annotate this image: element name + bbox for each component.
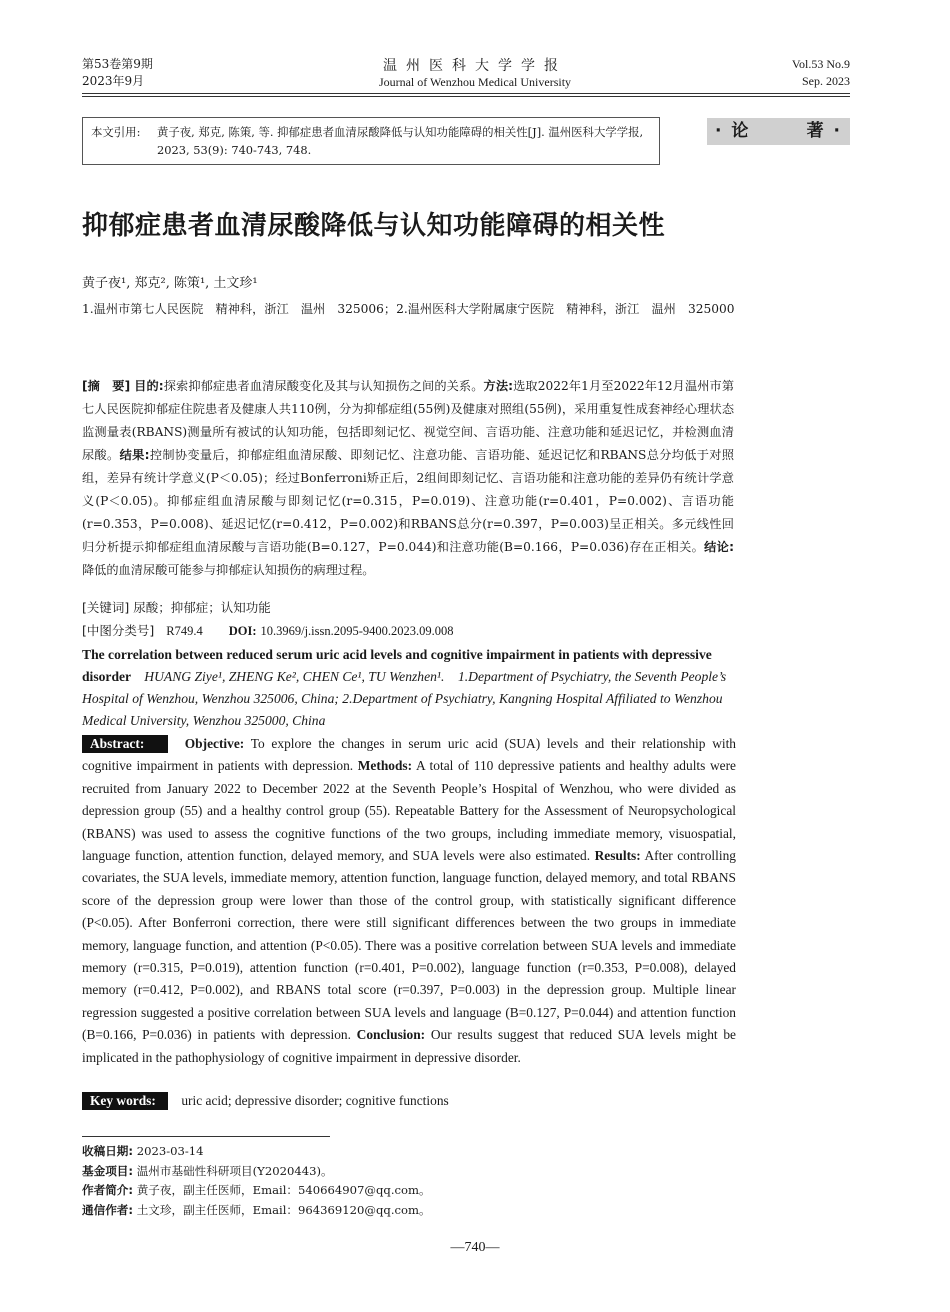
doi-label: DOI: [228, 624, 257, 638]
cn-results-label: 结果: [119, 448, 150, 462]
column-tag-right: 著 · [806, 121, 842, 141]
author-text: 黄子夜，副主任医师，Email：540664907@qq.com。 [136, 1183, 431, 1197]
en-conclusion-label: Conclusion: [356, 1027, 426, 1043]
header-rule [82, 93, 850, 94]
received-date: 2023-03-14 [136, 1144, 204, 1158]
cn-objective: 探索抑郁症患者血清尿酸变化及其与认知损伤之间的关系。 [163, 379, 484, 393]
cn-keywords [82, 598, 271, 616]
cn-conclusion-label: 结论: [704, 540, 734, 554]
cn-conclusion: 降低的血清尿酸可能参与抑郁症认知损伤的病理过程。 [82, 563, 375, 577]
en-methods: A total of 110 depressive patients and healthy adults were recruited from January 2022 to December 2022 at the Seventh People’s Hospital of Wenzhou, who were divided as depression group (55) and a healthy control group (55). Repeatable Battery for the Assessment of Neuropsychological (RBANS) was used to assess the cognitive functions of the two groups, including immediate memory, visuospatial, language function, attention function, delayed memory, and SUA levels were also estimated. [82, 758, 736, 864]
en-results-label: Results: [594, 848, 641, 864]
classification-label: [中图分类号] [82, 623, 155, 638]
en-abstract-label: Abstract: [82, 735, 168, 753]
en-methods-label: Methods: [357, 758, 413, 774]
footnote-corr [82, 1201, 431, 1221]
classification-code: R749.4 [166, 624, 203, 638]
page-title: 抑郁症患者血清尿酸降低与认知功能障碍的相关性 [82, 211, 666, 241]
authors: 黄子夜¹, 郑克², 陈策¹, 土文珍¹ [82, 276, 258, 291]
issue-date-en: Sep. 2023 [802, 74, 850, 88]
en-keywords [82, 1090, 736, 1112]
cn-methods: 选取2022年1月至2022年12月温州市第七人民医院抑郁症住院患者及健康人共110例，分为抑郁症组(55例)及健康对照组(55例)，采用重复性成套神经心理状态监测量表(RBANS)测量所有被试的认知功能，包括即刻记忆、视觉空间、言语功能、注意功能和延迟记忆，并检测血清尿酸。 [82, 379, 735, 462]
classification-line [82, 621, 454, 639]
citation-label: 本文引用: [91, 125, 141, 139]
citation-text: 黄子夜, 郑克, 陈策, 等. 抑郁症患者血清尿酸降低与认知功能障碍的相关性[J]. 温州医科大学学报, 2023, 53(9): 740-743, 748. [157, 125, 644, 157]
header-rule-2 [82, 96, 850, 97]
en-title-text: The correlation between reduced serum uric acid levels and cognitive impairment in patients with depressive disorder [82, 647, 712, 684]
en-results: After controlling covariates, the SUA levels, immediate memory, attention function, language function, delayed memory, and total RBANS score of the depression group were lower than those of the control group, with statistically significant difference (P<0.05). After Bonferroni correction, there were still significant differences between the two groups in immediate memory, language function, and attention (P<0.05). There was a positive correlation between SUA levels and immediate memory (r=0.315, P=0.019), attention function (r=0.401, P=0.002), language function (r=0.353, P=0.008), delayed memory (r=0.412, P=0.002), and RBANS total score (r=0.397, P=0.003) in the depression group. Multiple linear regression suggested a positive correlation between SUA levels and language (B=0.127, P=0.044) and attention function (B=0.166, P=0.036) in patients with depression. [82, 848, 736, 1043]
en-keywords-text: uric acid; depressive disorder; cognitive functions [181, 1093, 449, 1108]
issue-info [82, 56, 153, 90]
journal-name-en: Journal of Wenzhou Medical University [378, 75, 572, 89]
received-label: 收稿日期: [82, 1144, 134, 1158]
cn-keywords-label: [关键词] [82, 600, 130, 615]
cn-abstract-label: [摘 要] [82, 379, 131, 393]
corr-text: 土文珍，副主任医师，Email：964369120@qq.com。 [136, 1202, 431, 1217]
cn-objective-label: 目的: [134, 379, 164, 393]
en-keywords-label: Key words: [82, 1092, 168, 1110]
issue-volume-en: Vol.53 No.9 [791, 57, 850, 71]
doi-value: 10.3969/j.issn.2095-9400.2023.09.008 [260, 624, 454, 638]
cn-methods-label: 方法: [483, 379, 514, 393]
journal-name [250, 55, 700, 90]
footnote-received [82, 1142, 431, 1162]
cn-abstract [82, 375, 734, 582]
journal-name-cn: 温州医科大学学报 [383, 58, 567, 74]
en-objective: To explore the changes in serum uric acid (SUA) levels and their relationship with cognitive impairment in patients with depression. [82, 736, 736, 774]
cn-keywords-text: 尿酸；抑郁症；认知功能 [133, 600, 271, 615]
page-number: —740— [450, 1240, 500, 1255]
footnote-author [82, 1181, 431, 1201]
issue-volume: 第53卷第9期 [82, 57, 153, 71]
footnote-rule [82, 1136, 330, 1137]
en-conclusion: Our results suggest that reduced SUA levels might be implicated in the pathophysiology of cognitive impairment in depressive disorder. [82, 1027, 736, 1065]
footnotes [82, 1142, 431, 1220]
issue-date: 2023年9月 [82, 74, 145, 88]
en-title [82, 644, 738, 732]
corr-label: 通信作者: [82, 1202, 134, 1217]
affiliation: 1.温州市第七人民医院 精神科，浙江 温州 325006；2.温州医科大学附属康宁医院 精神科，浙江 温州 325000 [82, 302, 735, 316]
fund-label: 基金项目: [82, 1163, 134, 1178]
author-label: 作者简介: [82, 1183, 134, 1197]
en-authors-affil: HUANG Ziye¹, ZHENG Ke², CHEN Ce¹, TU Wenzhen¹. 1.Department of Psychiatry, the Seventh People’s Hospital of Wenzhou, Wenzhou 325006, China; 2.Department of Psychiatry, Kangning Hospital Affiliated to Wenzhou Medical University, Wenzhou 325000, China [82, 669, 727, 728]
fund-text: 温州市基础性科研项目(Y2020443)。 [136, 1163, 333, 1178]
issue-info-en [792, 56, 850, 90]
citation-box [82, 117, 660, 165]
column-tag [707, 118, 850, 145]
column-tag-left: · 论 [715, 121, 751, 141]
footnote-fund [82, 1162, 431, 1182]
cn-results: 控制协变量后，抑郁症组血清尿酸、即刻记忆、注意功能、言语功能、延迟记忆和RBANS总分均低于对照组，差异有统计学意义(P＜0.05)；经过Bonferroni矫正后，2组间即刻记忆、言语功能和注意功能的差异仍有统计学意义(P＜0.05)。抑郁症组血清尿酸与即刻记忆(r=0.315，P=0.019)、注意功能(r=0.401，P=0.002)、言语功能(r=0.353，P=0.008)、延迟记忆(r=0.412，P=0.002)和RBANS总分(r=0.397，P=0.003)呈正相关。多元线性回归分析提示抑郁症组血清尿酸与言语功能(B=0.127，P=0.044)和注意功能(B=0.166，P=0.036)存在正相关。 [82, 448, 735, 554]
en-objective-label: Objective: [184, 736, 245, 751]
en-abstract [82, 733, 736, 1069]
